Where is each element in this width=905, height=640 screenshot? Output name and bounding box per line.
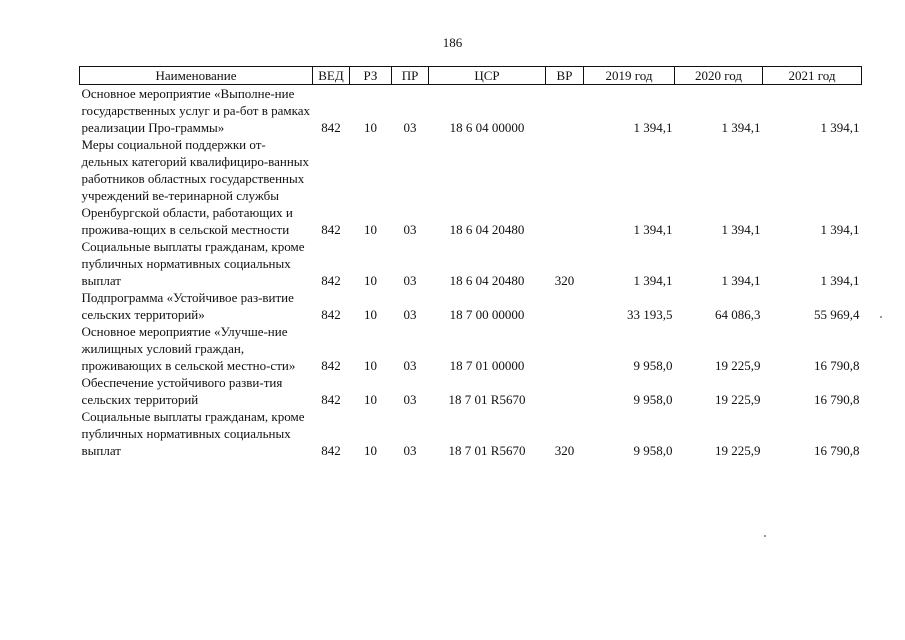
row-2021: 16 790,8 — [814, 392, 860, 407]
row-csr: 18 7 01 R5670 — [448, 443, 526, 458]
row-2019: 1 394,1 — [633, 222, 673, 237]
budget-table — [79, 66, 862, 459]
table-row — [80, 408, 862, 459]
row-2019: 9 958,0 — [633, 358, 673, 373]
row-2021: 1 394,1 — [820, 120, 860, 135]
header-pr: ПР — [392, 67, 429, 85]
row-pr: 03 — [403, 392, 417, 407]
scan-speck — [764, 535, 766, 537]
row-pr: 03 — [403, 307, 417, 322]
row-2020: 19 225,9 — [715, 358, 761, 373]
header-2019: 2019 год — [584, 67, 675, 85]
row-pr: 03 — [403, 443, 417, 458]
header-name: Наименование — [80, 67, 313, 85]
row-ved: 842 — [321, 358, 341, 373]
row-2019: 9 958,0 — [633, 443, 673, 458]
header-ved: ВЕД — [313, 67, 350, 85]
header-csr: ЦСР — [429, 67, 546, 85]
row-ved: 842 — [321, 273, 341, 288]
row-rz: 10 — [364, 273, 377, 288]
scan-speck — [880, 316, 882, 318]
row-2021: 16 790,8 — [814, 358, 860, 373]
row-ved: 842 — [321, 392, 341, 407]
row-rz: 10 — [364, 358, 377, 373]
row-ved: 842 — [321, 443, 341, 458]
row-ved: 842 — [321, 120, 341, 135]
table-row — [80, 136, 862, 238]
row-name: Основное мероприятие «Выполне-ние государственных услуг и ра-бот в рамках реализации Про-граммы» — [81, 86, 310, 135]
row-2021: 16 790,8 — [814, 443, 860, 458]
row-2021: 55 969,4 — [814, 307, 860, 322]
table-row — [80, 289, 862, 323]
row-csr: 18 7 00 00000 — [449, 307, 525, 322]
row-csr: 18 7 01 00000 — [449, 358, 525, 373]
page-number: 186 — [442, 35, 463, 50]
row-name: Обеспечение устойчивого разви-тия сельских территорий — [81, 375, 283, 407]
row-rz: 10 — [364, 222, 377, 237]
row-csr: 18 7 01 R5670 — [448, 392, 526, 407]
row-vr — [546, 85, 584, 137]
table-row — [80, 374, 862, 408]
row-name: Социальные выплаты гражданам, кроме публичных нормативных социальных выплат — [81, 409, 305, 458]
table-row — [80, 238, 862, 289]
row-2021: 1 394,1 — [820, 222, 860, 237]
header-2021: 2021 год — [763, 67, 862, 85]
row-2019: 9 958,0 — [633, 392, 673, 407]
row-2019: 1 394,1 — [633, 273, 673, 288]
table-row — [80, 85, 862, 137]
row-2020: 64 086,3 — [715, 307, 761, 322]
row-rz: 10 — [364, 120, 377, 135]
row-name: Меры социальной поддержки от-дельных категорий квалифициро-ванных работников областных государственных учреждений ве-теринарной службы Оренбургской области, работающих и прожива-ющих в сельской местности — [81, 137, 310, 237]
row-csr: 18 6 04 00000 — [449, 120, 525, 135]
row-pr: 03 — [403, 358, 417, 373]
header-rz: РЗ — [350, 67, 392, 85]
row-2019: 33 193,5 — [627, 307, 673, 322]
header-2020: 2020 год — [675, 67, 763, 85]
row-vr: 320 — [554, 273, 575, 288]
row-vr — [546, 323, 584, 374]
row-rz: 10 — [364, 443, 377, 458]
row-vr — [546, 289, 584, 323]
row-vr: 320 — [554, 443, 575, 458]
row-rz: 10 — [364, 307, 377, 322]
row-vr — [546, 136, 584, 238]
row-2021: 1 394,1 — [820, 273, 860, 288]
row-2020: 19 225,9 — [715, 443, 761, 458]
row-2020: 19 225,9 — [715, 392, 761, 407]
row-csr: 18 6 04 20480 — [449, 222, 525, 237]
header-vr: ВР — [546, 67, 584, 85]
row-2020: 1 394,1 — [721, 273, 761, 288]
table-row — [80, 323, 862, 374]
row-2020: 1 394,1 — [721, 222, 761, 237]
row-name: Подпрограмма «Устойчивое раз-витие сельских территорий» — [81, 290, 294, 322]
row-name: Основное мероприятие «Улучше-ние жилищных условий граждан, проживающих в сельской местно-сти» — [81, 324, 296, 373]
header-row — [80, 67, 862, 85]
row-ved: 842 — [321, 307, 341, 322]
row-2019: 1 394,1 — [633, 120, 673, 135]
row-pr: 03 — [403, 222, 417, 237]
row-rz: 10 — [364, 392, 377, 407]
row-vr — [546, 374, 584, 408]
row-csr: 18 6 04 20480 — [449, 273, 525, 288]
row-pr: 03 — [403, 120, 417, 135]
row-ved: 842 — [321, 222, 341, 237]
row-name: Социальные выплаты гражданам, кроме публичных нормативных социальных выплат — [81, 239, 305, 288]
row-2020: 1 394,1 — [721, 120, 761, 135]
row-pr: 03 — [403, 273, 417, 288]
